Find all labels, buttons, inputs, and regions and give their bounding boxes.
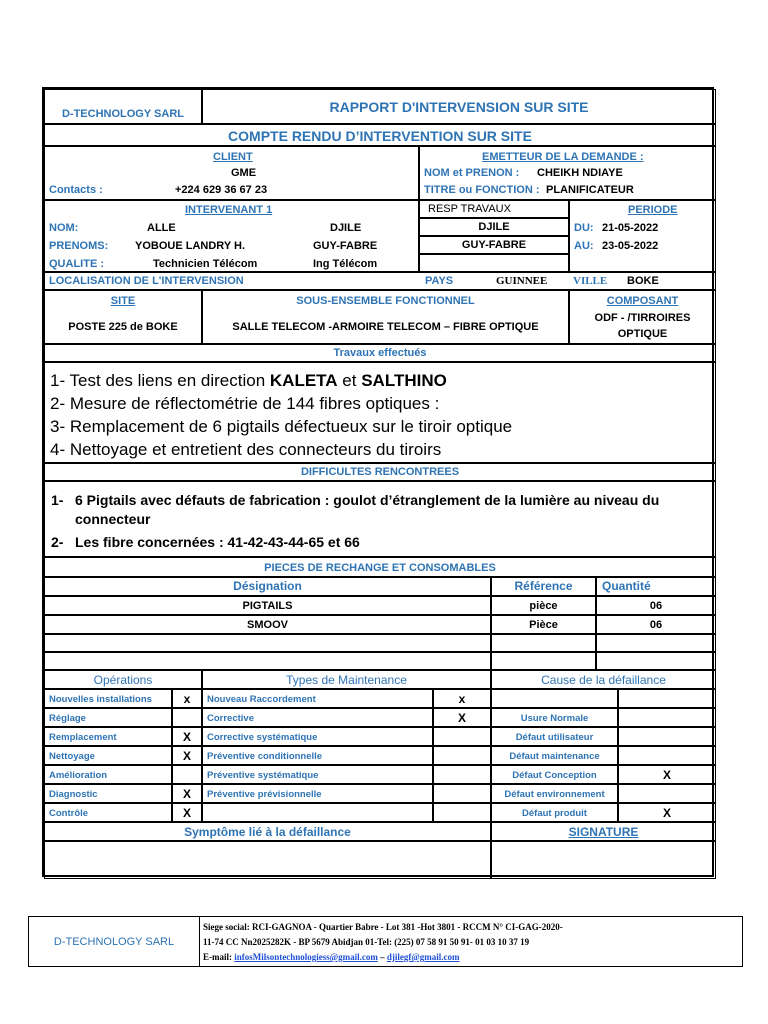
site-heading: SITE: [110, 295, 136, 307]
sous-ensemble-cell: [202, 290, 569, 344]
travaux-item-3: [50, 417, 512, 437]
cause-label: Usure Normale: [520, 713, 589, 724]
op-label: Nettoyage: [49, 751, 95, 762]
cause-cell: [491, 784, 618, 803]
emetteur-name-label: NOM et PRENON :: [424, 167, 520, 179]
sous-ensemble-value: SALLE TELECOM -ARMOIRE TELECOM – FIBRE OPTIQUE: [232, 321, 539, 333]
sous-ensemble-heading: SOUS-ENSEMBLE FONCTIONNEL: [296, 295, 475, 307]
travaux-item-1: [50, 371, 447, 391]
resp-heading-cell: [419, 200, 569, 218]
travaux-num: 3-: [50, 417, 66, 436]
col-designation: Désignation: [233, 579, 302, 593]
col-operations: Opérations: [93, 673, 153, 687]
type-label: Préventive systématique: [207, 770, 319, 781]
periode-heading: PERIODE: [628, 204, 678, 216]
travaux-text: Test des liens en direction: [69, 371, 270, 390]
type-label: Corrective systématique: [207, 732, 318, 743]
cause-label: Défaut utilisateur: [515, 732, 594, 743]
au-label: AU:: [574, 240, 594, 252]
footer-company-cell: [29, 917, 200, 966]
type-check: X: [457, 711, 466, 725]
type-check-cell[interactable]: [433, 689, 491, 708]
ville-value: BOKE: [627, 275, 659, 287]
piece-designation: PIGTAILS: [242, 600, 293, 612]
cause-check: X: [662, 806, 671, 820]
op-check-cell[interactable]: [172, 765, 202, 784]
col-reference: Référence: [514, 579, 573, 593]
travaux-heading-cell: [44, 344, 716, 362]
difficultes-list: [44, 481, 716, 557]
localisation-row: [44, 272, 716, 290]
email-separator: –: [380, 952, 385, 962]
travaux-bold: SALTHINO: [361, 371, 447, 390]
op-check: X: [182, 730, 191, 744]
op-label: Réglage: [49, 713, 86, 724]
op-cell: [44, 708, 172, 727]
piece-reference-cell: [491, 596, 596, 615]
p1-qualite: Technicien Télécom: [153, 258, 258, 270]
difficulte-item: 6 Pigtails avec défauts de fabrication : goulot d’étranglement de la lumière au niveau du connecteur: [75, 492, 660, 527]
travaux-num: 2-: [50, 394, 66, 413]
piece-empty-cell: [596, 634, 716, 652]
travaux-text: Mesure de réflectométrie de 144 fibres optiques :: [69, 394, 440, 413]
cause-check-cell[interactable]: [618, 727, 716, 746]
op-label: Remplacement: [49, 732, 117, 743]
piece-empty-cell: [491, 652, 596, 670]
piece-designation: SMOOV: [247, 619, 288, 631]
op-cell: [44, 689, 172, 708]
op-label: Contrôle: [49, 808, 89, 819]
cause-label: Défaut environnement: [504, 789, 605, 800]
type-cell: [202, 765, 433, 784]
type-label: Nouveau Raccordement: [207, 694, 316, 705]
contacts-value: +224 629 36 67 23: [175, 184, 268, 196]
composant-heading: COMPOSANT: [606, 295, 679, 307]
footer: [28, 916, 743, 967]
piece-quantite: 06: [649, 600, 663, 612]
piece-empty-cell: [44, 634, 491, 652]
piece-quantite-cell: [596, 596, 716, 615]
op-check-cell[interactable]: [172, 689, 202, 708]
resp-prenoms: GUY-FABRE: [461, 239, 527, 251]
emetteur-title-label: TITRE ou FONCTION :: [424, 184, 540, 196]
op-check-cell[interactable]: [172, 727, 202, 746]
intervenant-cell: [44, 200, 419, 272]
travaux-num: 4-: [50, 440, 66, 459]
symptome-input[interactable]: [44, 841, 491, 879]
intervenant-heading: INTERVENANT 1: [185, 204, 273, 216]
col-quantite: Quantité: [602, 579, 651, 593]
travaux-item-2: [50, 394, 439, 414]
cause-cell: [491, 803, 618, 822]
travaux-bold: KALETA: [269, 371, 338, 390]
col-cause-cell: [491, 670, 716, 689]
col-types: Types de Maintenance: [286, 673, 407, 687]
company-name: D-TECHNOLOGY SARL: [61, 108, 185, 120]
type-check: x: [458, 692, 466, 706]
op-check: X: [182, 806, 191, 820]
type-cell: [202, 803, 433, 822]
difficulte-num: 1-: [51, 492, 64, 508]
symptome-heading-cell: [44, 822, 491, 841]
op-label: Diagnostic: [49, 789, 98, 800]
emetteur-name-value: CHEIKH NDIAYE: [537, 167, 623, 179]
composant-cell: [569, 290, 716, 344]
piece-quantite-cell: [596, 615, 716, 634]
periode-cell: [569, 200, 716, 272]
client-name: GME: [231, 167, 257, 179]
type-cell: [202, 689, 433, 708]
email-link-2[interactable]: djilegf@gmail.com: [386, 952, 460, 962]
p2-prenoms: GUY-FABRE: [313, 240, 378, 252]
type-label: Corrective: [207, 713, 254, 724]
resp-empty-cell: [419, 254, 569, 272]
type-check-cell[interactable]: [433, 708, 491, 727]
signature-area[interactable]: [491, 841, 716, 879]
cause-check: X: [662, 768, 671, 782]
cause-check-cell[interactable]: [618, 708, 716, 727]
cause-label: Défaut maintenance: [509, 751, 600, 762]
symptome-heading: Symptôme lié à la défaillance: [184, 825, 351, 839]
p1-nom: ALLE: [147, 222, 176, 234]
type-check-cell[interactable]: [433, 746, 491, 765]
client-heading: CLIENT: [213, 151, 253, 163]
travaux-text: Remplacement de 6 pigtails défectueux sur le tiroir optique: [69, 417, 513, 436]
subtitle-cell: [44, 124, 716, 146]
footer-address-line2: 11-74 CC Nn2025282K - BP 5679 Abidjan 01-Tel: (225) 07 58 91 50 91- 01 03 10 37 19: [203, 937, 530, 947]
op-check: X: [182, 749, 191, 763]
op-check-cell[interactable]: [172, 708, 202, 727]
cause-label: Défaut Conception: [512, 770, 597, 781]
composant-line2: OPTIQUE: [617, 328, 668, 340]
type-cell: [202, 708, 433, 727]
type-check-cell[interactable]: [433, 803, 491, 822]
type-check-cell[interactable]: [433, 765, 491, 784]
p2-qualite: Ing Télécom: [313, 258, 378, 270]
col-designation-cell: [44, 577, 491, 596]
signature-heading: SIGNATURE: [568, 825, 639, 839]
op-cell: [44, 727, 172, 746]
op-label: Amélioration: [49, 770, 108, 781]
qualite-label: QUALITE :: [49, 258, 104, 270]
op-check-cell[interactable]: [172, 784, 202, 803]
type-check-cell[interactable]: [433, 784, 491, 803]
type-cell: [202, 746, 433, 765]
cause-cell: [491, 746, 618, 765]
cause-check-cell[interactable]: [618, 803, 716, 822]
cause-check-cell[interactable]: [618, 765, 716, 784]
resp-prenoms-cell: [419, 236, 569, 254]
piece-empty-cell: [44, 652, 491, 670]
resp-nom: DJILE: [478, 221, 510, 233]
site-cell: [44, 290, 202, 344]
pays-label: PAYS: [425, 275, 454, 287]
company-cell: [44, 89, 202, 124]
travaux-text: Nettoyage et entretient des connecteurs du tiroirs: [69, 440, 442, 459]
footer-company: D-TECHNOLOGY SARL: [53, 936, 175, 948]
footer-email-line: [203, 952, 459, 962]
piece-quantite: 06: [649, 619, 663, 631]
p1-prenoms: YOBOUE LANDRY H.: [135, 240, 246, 252]
resp-nom-cell: [419, 218, 569, 236]
pays-value: GUINNEE: [496, 275, 548, 287]
travaux-list: [44, 362, 716, 463]
op-cell: [44, 746, 172, 765]
emetteur-cell: [419, 146, 716, 200]
ville-label: VILLE: [573, 275, 608, 287]
email-link-1[interactable]: infosMilsontechnologiess@gmail.com: [234, 952, 378, 962]
op-cell: [44, 765, 172, 784]
op-check: X: [182, 787, 191, 801]
cause-check-cell[interactable]: [618, 784, 716, 803]
op-check-cell[interactable]: [172, 746, 202, 765]
op-check-cell[interactable]: [172, 803, 202, 822]
cause-cell: [491, 689, 618, 708]
intervention-report-form: [42, 87, 714, 877]
localisation-label: LOCALISATION DE L'INTERVENSION: [49, 275, 244, 287]
op-cell: [44, 803, 172, 822]
pieces-heading: PIECES DE RECHANGE ET CONSOMABLES: [264, 562, 496, 574]
au-value: 23-05-2022: [602, 240, 659, 252]
piece-empty-cell: [491, 634, 596, 652]
difficultes-heading-cell: [44, 463, 716, 481]
travaux-text: et: [337, 371, 362, 390]
cause-cell: [491, 765, 618, 784]
piece-reference: pièce: [529, 600, 558, 612]
piece-reference: Pièce: [529, 619, 558, 631]
email-label: E-mail:: [203, 952, 232, 962]
piece-designation-cell: [44, 596, 491, 615]
p2-nom: DJILE: [330, 222, 362, 234]
col-operations-cell: [44, 670, 202, 689]
col-cause: Cause de la défaillance: [541, 673, 666, 687]
signature-heading-cell: [491, 822, 716, 841]
pieces-heading-cell: [44, 557, 716, 577]
op-label: Nouvelles installations: [49, 694, 152, 705]
travaux-item-4: [50, 440, 441, 460]
cause-cell: [491, 708, 618, 727]
emetteur-title-value: PLANIFICATEUR: [546, 184, 634, 196]
cause-check-cell[interactable]: [618, 689, 716, 708]
op-check: x: [183, 692, 191, 706]
client-cell: [44, 146, 419, 200]
type-cell: [202, 727, 433, 746]
emetteur-heading: EMETTEUR DE LA DEMANDE :: [482, 151, 644, 163]
piece-designation-cell: [44, 615, 491, 634]
type-label: Préventive prévisionnelle: [207, 789, 322, 800]
travaux-num: 1-: [50, 371, 66, 390]
site-value: POSTE 225 de BOKE: [68, 321, 178, 333]
difficulte-num: 2-: [51, 534, 64, 550]
col-quantite-cell: [596, 577, 716, 596]
nom-label: NOM:: [49, 222, 79, 234]
contacts-label: Contacts :: [49, 184, 103, 196]
type-label: Préventive conditionnelle: [207, 751, 323, 762]
travaux-heading: Travaux effectués: [333, 347, 427, 359]
op-cell: [44, 784, 172, 803]
title-cell: [202, 89, 716, 124]
footer-address-line1: Siege social: RCI-GAGNOA - Quartier Babre - Lot 381 -Hot 3801 - RCCM N° CI-GAG-2020-: [203, 922, 563, 932]
cause-cell: [491, 727, 618, 746]
type-check-cell[interactable]: [433, 727, 491, 746]
piece-reference-cell: [491, 615, 596, 634]
cause-check-cell[interactable]: [618, 746, 716, 765]
report-subtitle: COMPTE RENDU D’INTERVENTION SUR SITE: [228, 128, 532, 144]
type-cell: [202, 784, 433, 803]
difficulte-item: Les fibre concernées : 41-42-43-44-65 et 66: [75, 534, 360, 550]
difficultes-heading: DIFFICULTES RENCONTREES: [300, 466, 460, 478]
col-reference-cell: [491, 577, 596, 596]
composant-line1: ODF - /TIRROIRES: [594, 312, 691, 324]
du-label: DU:: [574, 222, 594, 234]
piece-empty-cell: [596, 652, 716, 670]
report-title: RAPPORT D'INTERVENSION SUR SITE: [329, 99, 589, 115]
prenoms-label: PRENOMS:: [49, 240, 109, 252]
resp-heading: RESP TRAVAUX: [428, 203, 511, 215]
cause-label: Défaut produit: [522, 808, 587, 819]
du-value: 21-05-2022: [602, 222, 659, 234]
col-types-cell: [202, 670, 491, 689]
